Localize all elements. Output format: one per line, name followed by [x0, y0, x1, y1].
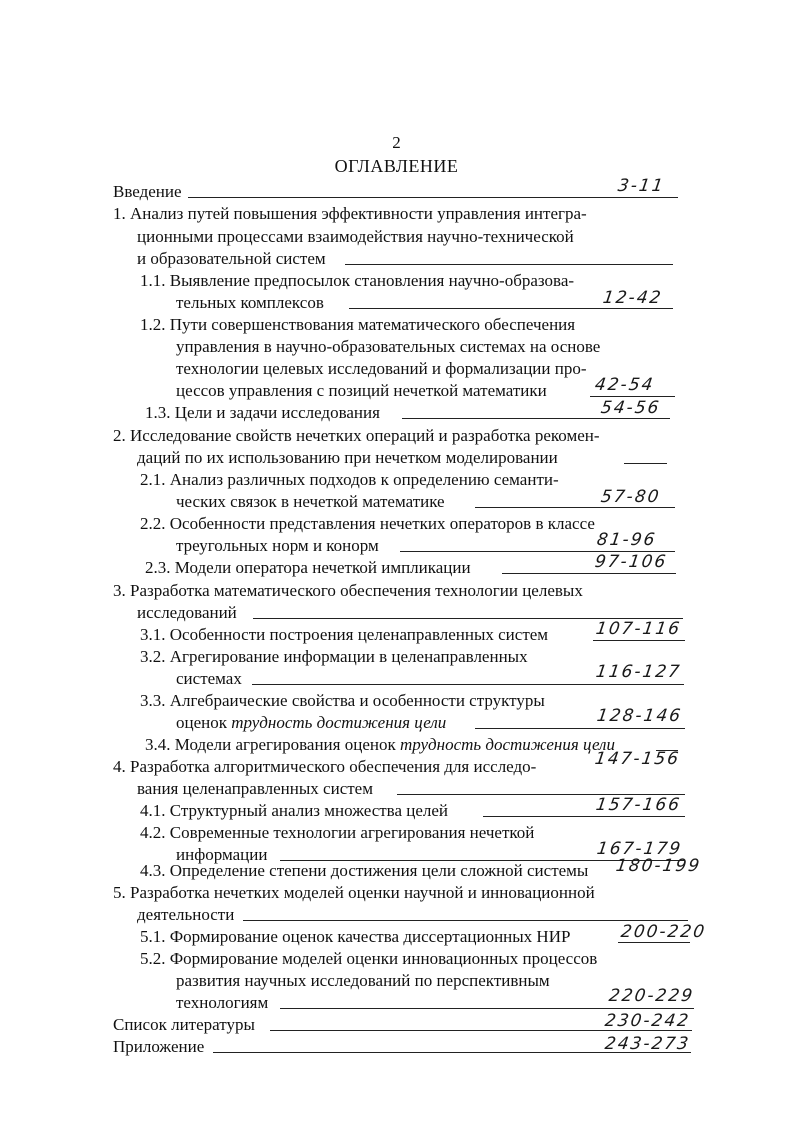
toc-5-2-line3: технологиям	[176, 993, 269, 1012]
toc-2-2-line1: 2.2. Особенности представления нечетких операторов в классе	[140, 514, 595, 533]
toc-5-2-pages: 220-229	[607, 986, 696, 1006]
toc-2-1-line1: 2.1. Анализ различных подходов к определению семанти-	[140, 470, 559, 489]
toc-4-2-line2: информации	[176, 845, 268, 864]
toc-3-3-line2-text: оценок	[176, 713, 232, 732]
toc-ch1-line1: 1. Анализ путей повышения эффективности управления интегра-	[113, 204, 587, 223]
toc-3-4-label	[145, 735, 615, 755]
toc-1-1-line1: 1.1. Выявление предпосылок становления научно-образова-	[140, 271, 575, 290]
toc-3-1-leader	[593, 640, 685, 641]
toc-ch4-line1: 4. Разработка алгоритмического обеспечения для исследо-	[113, 757, 537, 776]
toc-ch4-line2: вания целенаправленных систем	[137, 779, 373, 798]
toc-3-2-pages: 116-127	[594, 662, 683, 682]
toc-appendix-pages: 243-273	[603, 1034, 692, 1054]
toc-5-1-pages: 200-220	[619, 922, 708, 942]
toc-2-3-leader	[502, 573, 676, 574]
toc-3-3-pages: 128-146	[595, 706, 684, 726]
toc-3-2-leader	[252, 684, 684, 685]
toc-ch5-line2: деятельности	[137, 905, 235, 924]
toc-2-3-pages: 97-106	[593, 552, 669, 572]
toc-ch5-leader	[243, 920, 688, 921]
toc-2-1-line2: ческих связок в нечеткой математике	[176, 492, 445, 511]
toc-4-1-pages: 157-166	[594, 795, 683, 815]
toc-5-2-leader	[280, 1008, 694, 1009]
toc-1-2-line4: цессов управления с позиций нечеткой математики	[176, 381, 547, 400]
toc-3-3-line2-emph: трудность достижения цели	[231, 713, 447, 732]
toc-2-2-line2: треугольных норм и конорм	[176, 536, 379, 555]
toc-4-2-line1: 4.2. Современные технологии агрегирования нечеткой	[140, 823, 535, 842]
toc-1-3-label: 1.3. Цели и задачи исследования	[145, 403, 380, 422]
toc-3-4-label-emph: трудность достижения цели	[399, 735, 615, 754]
toc-5-2-line1: 5.2. Формирование моделей оценки инновационных процессов	[140, 949, 598, 968]
toc-ch2-line1: 2. Исследование свойств нечетких операций и разработка рекомен-	[113, 426, 600, 445]
toc-3-4-label-text: 3.4. Модели агрегирования оценок	[145, 735, 400, 754]
toc-4-1-label: 4.1. Структурный анализ множества целей	[140, 801, 449, 820]
page-title: ОГЛАВЛЕНИЕ	[334, 156, 459, 176]
toc-4-2-pages: 167-179	[595, 839, 684, 859]
toc-1-1-pages: 12-42	[601, 288, 664, 308]
toc-3-4-pages: 147-156	[593, 749, 682, 769]
toc-3-1-pages: 107-116	[594, 619, 683, 639]
toc-4-1-leader	[483, 816, 685, 817]
toc-ch5-line1: 5. Разработка нечетких моделей оценки научной и инновационной	[113, 883, 595, 902]
toc-ch3-line1: 3. Разработка математического обеспечения технологии целевых	[113, 581, 583, 600]
toc-appendix-label: Приложение	[113, 1037, 205, 1056]
toc-references-label: Список литературы	[113, 1015, 255, 1034]
toc-2-1-pages: 57-80	[599, 487, 662, 507]
toc-1-3-pages: 54-56	[599, 398, 662, 418]
toc-3-3-leader	[475, 728, 685, 729]
toc-5-1-label: 5.1. Формирование оценок качества диссертационных НИР	[140, 927, 571, 946]
toc-1-3-leader	[402, 418, 670, 419]
toc-ch2-line2: даций по их использованию при нечетком моделировании	[137, 448, 558, 467]
toc-1-2-leader	[590, 396, 675, 397]
toc-3-2-line1: 3.2. Агрегирование информации в целенаправленных	[140, 647, 528, 666]
toc-4-3-label: 4.3. Определение степени достижения цели сложной системы	[140, 861, 589, 880]
toc-intro-label: Введение	[113, 182, 182, 201]
toc-3-3-line2	[176, 713, 446, 733]
page-number: 2	[392, 133, 401, 152]
toc-ch1-line2: ционными процессами взаимодействия научно-технической	[137, 227, 574, 246]
toc-3-2-line2: системах	[176, 669, 242, 688]
toc-ch3-line2: исследований	[137, 603, 237, 622]
toc-3-1-label: 3.1. Особенности построения целенаправленных систем	[140, 625, 549, 644]
toc-1-2-line2: управления в научно-образовательных системах на основе	[176, 337, 601, 356]
toc-1-2-pages: 42-54	[593, 375, 656, 395]
toc-2-1-leader	[475, 507, 675, 508]
toc-5-2-line2: развития научных исследований по перспективным	[176, 971, 550, 990]
toc-1-1-line2: тельных комплексов	[176, 293, 324, 312]
toc-2-2-pages: 81-96	[595, 530, 658, 550]
toc-3-3-line1: 3.3. Алгебраические свойства и особенности структуры	[140, 691, 545, 710]
toc-1-1-leader	[349, 308, 673, 309]
toc-4-3-pages: 180-199	[614, 856, 703, 876]
toc-5-1-leader	[618, 942, 690, 943]
toc-references-pages: 230-242	[603, 1011, 692, 1031]
toc-2-3-label: 2.3. Модели оператора нечеткой импликации	[145, 558, 471, 577]
toc-ch1-line3: и образовательной систем	[137, 249, 326, 268]
toc-1-2-line1: 1.2. Пути совершенствования математического обеспечения	[140, 315, 576, 334]
toc-1-2-line3: технологии целевых исследований и формализации про-	[176, 359, 587, 378]
toc-ch2-leader	[624, 463, 667, 464]
toc-intro-pages: 3-11	[616, 176, 666, 196]
toc-intro-leader	[188, 197, 678, 198]
toc-ch1-leader	[345, 264, 673, 265]
